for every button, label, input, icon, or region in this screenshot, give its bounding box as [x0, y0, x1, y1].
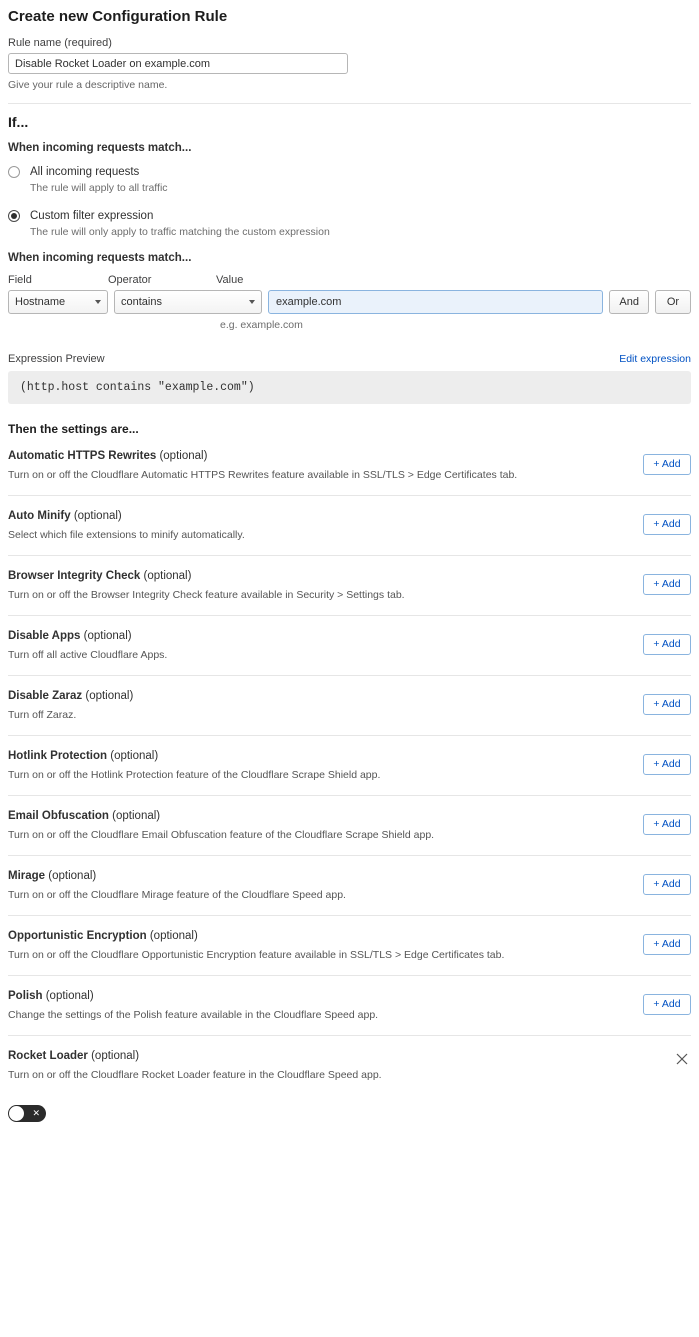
setting-description: Turn on or off the Cloudflare Automatic HTTPS Rewrites feature available in SSL/TLS > Edge Certificates tab. — [8, 469, 518, 481]
setting-name-text: Polish — [8, 990, 43, 1002]
column-header-value: Value — [216, 274, 244, 286]
setting-name-text: Opportunistic Encryption — [8, 930, 147, 942]
setting-optional-tag: (optional) — [73, 510, 122, 522]
value-hint: e.g. example.com — [220, 319, 303, 331]
setting-optional-tag: (optional) — [112, 810, 161, 822]
or-button[interactable]: Or — [655, 290, 691, 314]
configuration-rule-form — [0, 8, 699, 1139]
setting-description: Turn on or off the Hotlink Protection feature of the Cloudflare Scrape Shield app. — [8, 769, 381, 781]
setting-name — [8, 450, 691, 462]
setting-optional-tag: (optional) — [85, 690, 134, 702]
operator-select[interactable] — [114, 290, 262, 314]
setting-row — [8, 496, 691, 556]
setting-row — [8, 856, 691, 916]
radio-icon-custom-filter[interactable] — [8, 210, 20, 222]
toggle-knob — [9, 1106, 24, 1121]
close-icon[interactable] — [675, 1052, 689, 1066]
filter-row — [8, 290, 691, 314]
add-setting-button[interactable]: + Add — [643, 754, 691, 775]
expression-preview-box: (http.host contains "example.com") — [8, 371, 691, 404]
setting-name — [8, 810, 691, 822]
setting-description: Turn off all active Cloudflare Apps. — [8, 649, 168, 661]
setting-name-text: Automatic HTTPS Rewrites — [8, 450, 157, 462]
setting-name-text: Auto Minify — [8, 510, 71, 522]
add-setting-button[interactable]: + Add — [643, 814, 691, 835]
setting-description: Turn on or off the Cloudflare Rocket Loader feature in the Cloudflare Speed app. — [8, 1069, 382, 1081]
rocket-loader-toggle-row — [8, 1095, 691, 1139]
expression-preview-label: Expression Preview — [8, 353, 105, 365]
if-section-subhead: When incoming requests match... — [8, 142, 192, 154]
setting-name-text: Rocket Loader — [8, 1050, 88, 1062]
filter-subhead: When incoming requests match... — [8, 252, 192, 264]
setting-row — [8, 796, 691, 856]
setting-name — [8, 930, 691, 942]
rule-name-help: Give your rule a descriptive name. — [8, 79, 168, 91]
setting-optional-tag: (optional) — [83, 630, 132, 642]
if-section-title: If... — [8, 114, 29, 130]
setting-row-rocket-loader — [8, 1036, 691, 1095]
radio-desc-custom-filter: The rule will only apply to traffic matching the custom expression — [30, 226, 330, 238]
then-section-title: Then the settings are... — [8, 422, 139, 436]
setting-description: Turn on or off the Cloudflare Email Obfuscation feature of the Cloudflare Scrape Shield app. — [8, 829, 435, 841]
setting-name-text: Hotlink Protection — [8, 750, 108, 762]
setting-optional-tag: (optional) — [91, 1050, 140, 1062]
chevron-down-icon — [249, 300, 255, 304]
setting-name — [8, 690, 691, 702]
setting-name — [8, 510, 691, 522]
setting-optional-tag: (optional) — [48, 870, 97, 882]
add-setting-button[interactable]: + Add — [643, 514, 691, 535]
setting-name — [8, 1050, 691, 1062]
divider — [8, 103, 691, 104]
setting-row — [8, 616, 691, 676]
setting-row — [8, 976, 691, 1036]
setting-optional-tag: (optional) — [149, 930, 198, 942]
setting-description: Change the settings of the Polish feature available in the Cloudflare Speed app. — [8, 1009, 379, 1021]
expression-header — [8, 353, 691, 365]
value-input[interactable] — [268, 290, 603, 314]
setting-optional-tag: (optional) — [45, 990, 94, 1002]
radio-option-all-requests[interactable] — [8, 164, 691, 194]
filter-column-headers — [8, 274, 691, 286]
setting-row — [8, 436, 691, 496]
setting-name-text: Email Obfuscation — [8, 810, 109, 822]
setting-description: Turn on or off the Cloudflare Opportunistic Encryption feature available in SSL/TLS > Edge Certificates tab. — [8, 949, 505, 961]
setting-description: Turn on or off the Cloudflare Mirage feature of the Cloudflare Speed app. — [8, 889, 346, 901]
add-setting-button[interactable]: + Add — [643, 934, 691, 955]
setting-row — [8, 676, 691, 736]
setting-row — [8, 916, 691, 976]
and-button[interactable]: And — [609, 290, 649, 314]
setting-name-text: Disable Zaraz — [8, 690, 83, 702]
page-title: Create new Configuration Rule — [8, 8, 228, 25]
column-header-field: Field — [8, 274, 32, 286]
setting-name — [8, 990, 691, 1002]
setting-optional-tag: (optional) — [110, 750, 159, 762]
radio-label-all-requests: All incoming requests — [30, 166, 140, 178]
rule-name-input[interactable] — [8, 53, 348, 74]
operator-select-value: contains — [121, 296, 162, 308]
rule-name-group — [8, 37, 691, 91]
column-header-operator: Operator — [108, 274, 152, 286]
radio-desc-all-requests: The rule will apply to all traffic — [30, 182, 168, 194]
setting-name — [8, 750, 691, 762]
setting-optional-tag: (optional) — [143, 570, 192, 582]
add-setting-button[interactable]: + Add — [643, 454, 691, 475]
add-setting-button[interactable]: + Add — [643, 634, 691, 655]
add-setting-button[interactable]: + Add — [643, 694, 691, 715]
setting-description: Turn on or off the Browser Integrity Check feature available in Security > Settings tab. — [8, 589, 405, 601]
setting-name-text: Browser Integrity Check — [8, 570, 141, 582]
setting-description: Select which file extensions to minify automatically. — [8, 529, 245, 541]
field-select[interactable] — [8, 290, 108, 314]
add-setting-button[interactable]: + Add — [643, 574, 691, 595]
chevron-down-icon — [95, 300, 101, 304]
setting-name — [8, 570, 691, 582]
edit-expression-link[interactable]: Edit expression — [619, 353, 691, 365]
toggle-off-icon: ✕ — [32, 1108, 40, 1118]
radio-option-custom-filter[interactable] — [8, 208, 691, 238]
rule-name-label: Rule name (required) — [8, 37, 112, 49]
rocket-loader-toggle[interactable] — [8, 1105, 46, 1122]
setting-name — [8, 630, 691, 642]
radio-label-custom-filter: Custom filter expression — [30, 210, 154, 222]
setting-row — [8, 736, 691, 796]
field-select-value: Hostname — [15, 296, 66, 308]
setting-name — [8, 870, 691, 882]
setting-name-text: Mirage — [8, 870, 46, 882]
radio-icon-all-requests[interactable] — [8, 166, 20, 178]
setting-optional-tag: (optional) — [159, 450, 208, 462]
setting-name-text: Disable Apps — [8, 630, 81, 642]
setting-row — [8, 556, 691, 616]
add-setting-button[interactable]: + Add — [643, 994, 691, 1015]
setting-description: Turn off Zaraz. — [8, 709, 77, 721]
add-setting-button[interactable]: + Add — [643, 874, 691, 895]
